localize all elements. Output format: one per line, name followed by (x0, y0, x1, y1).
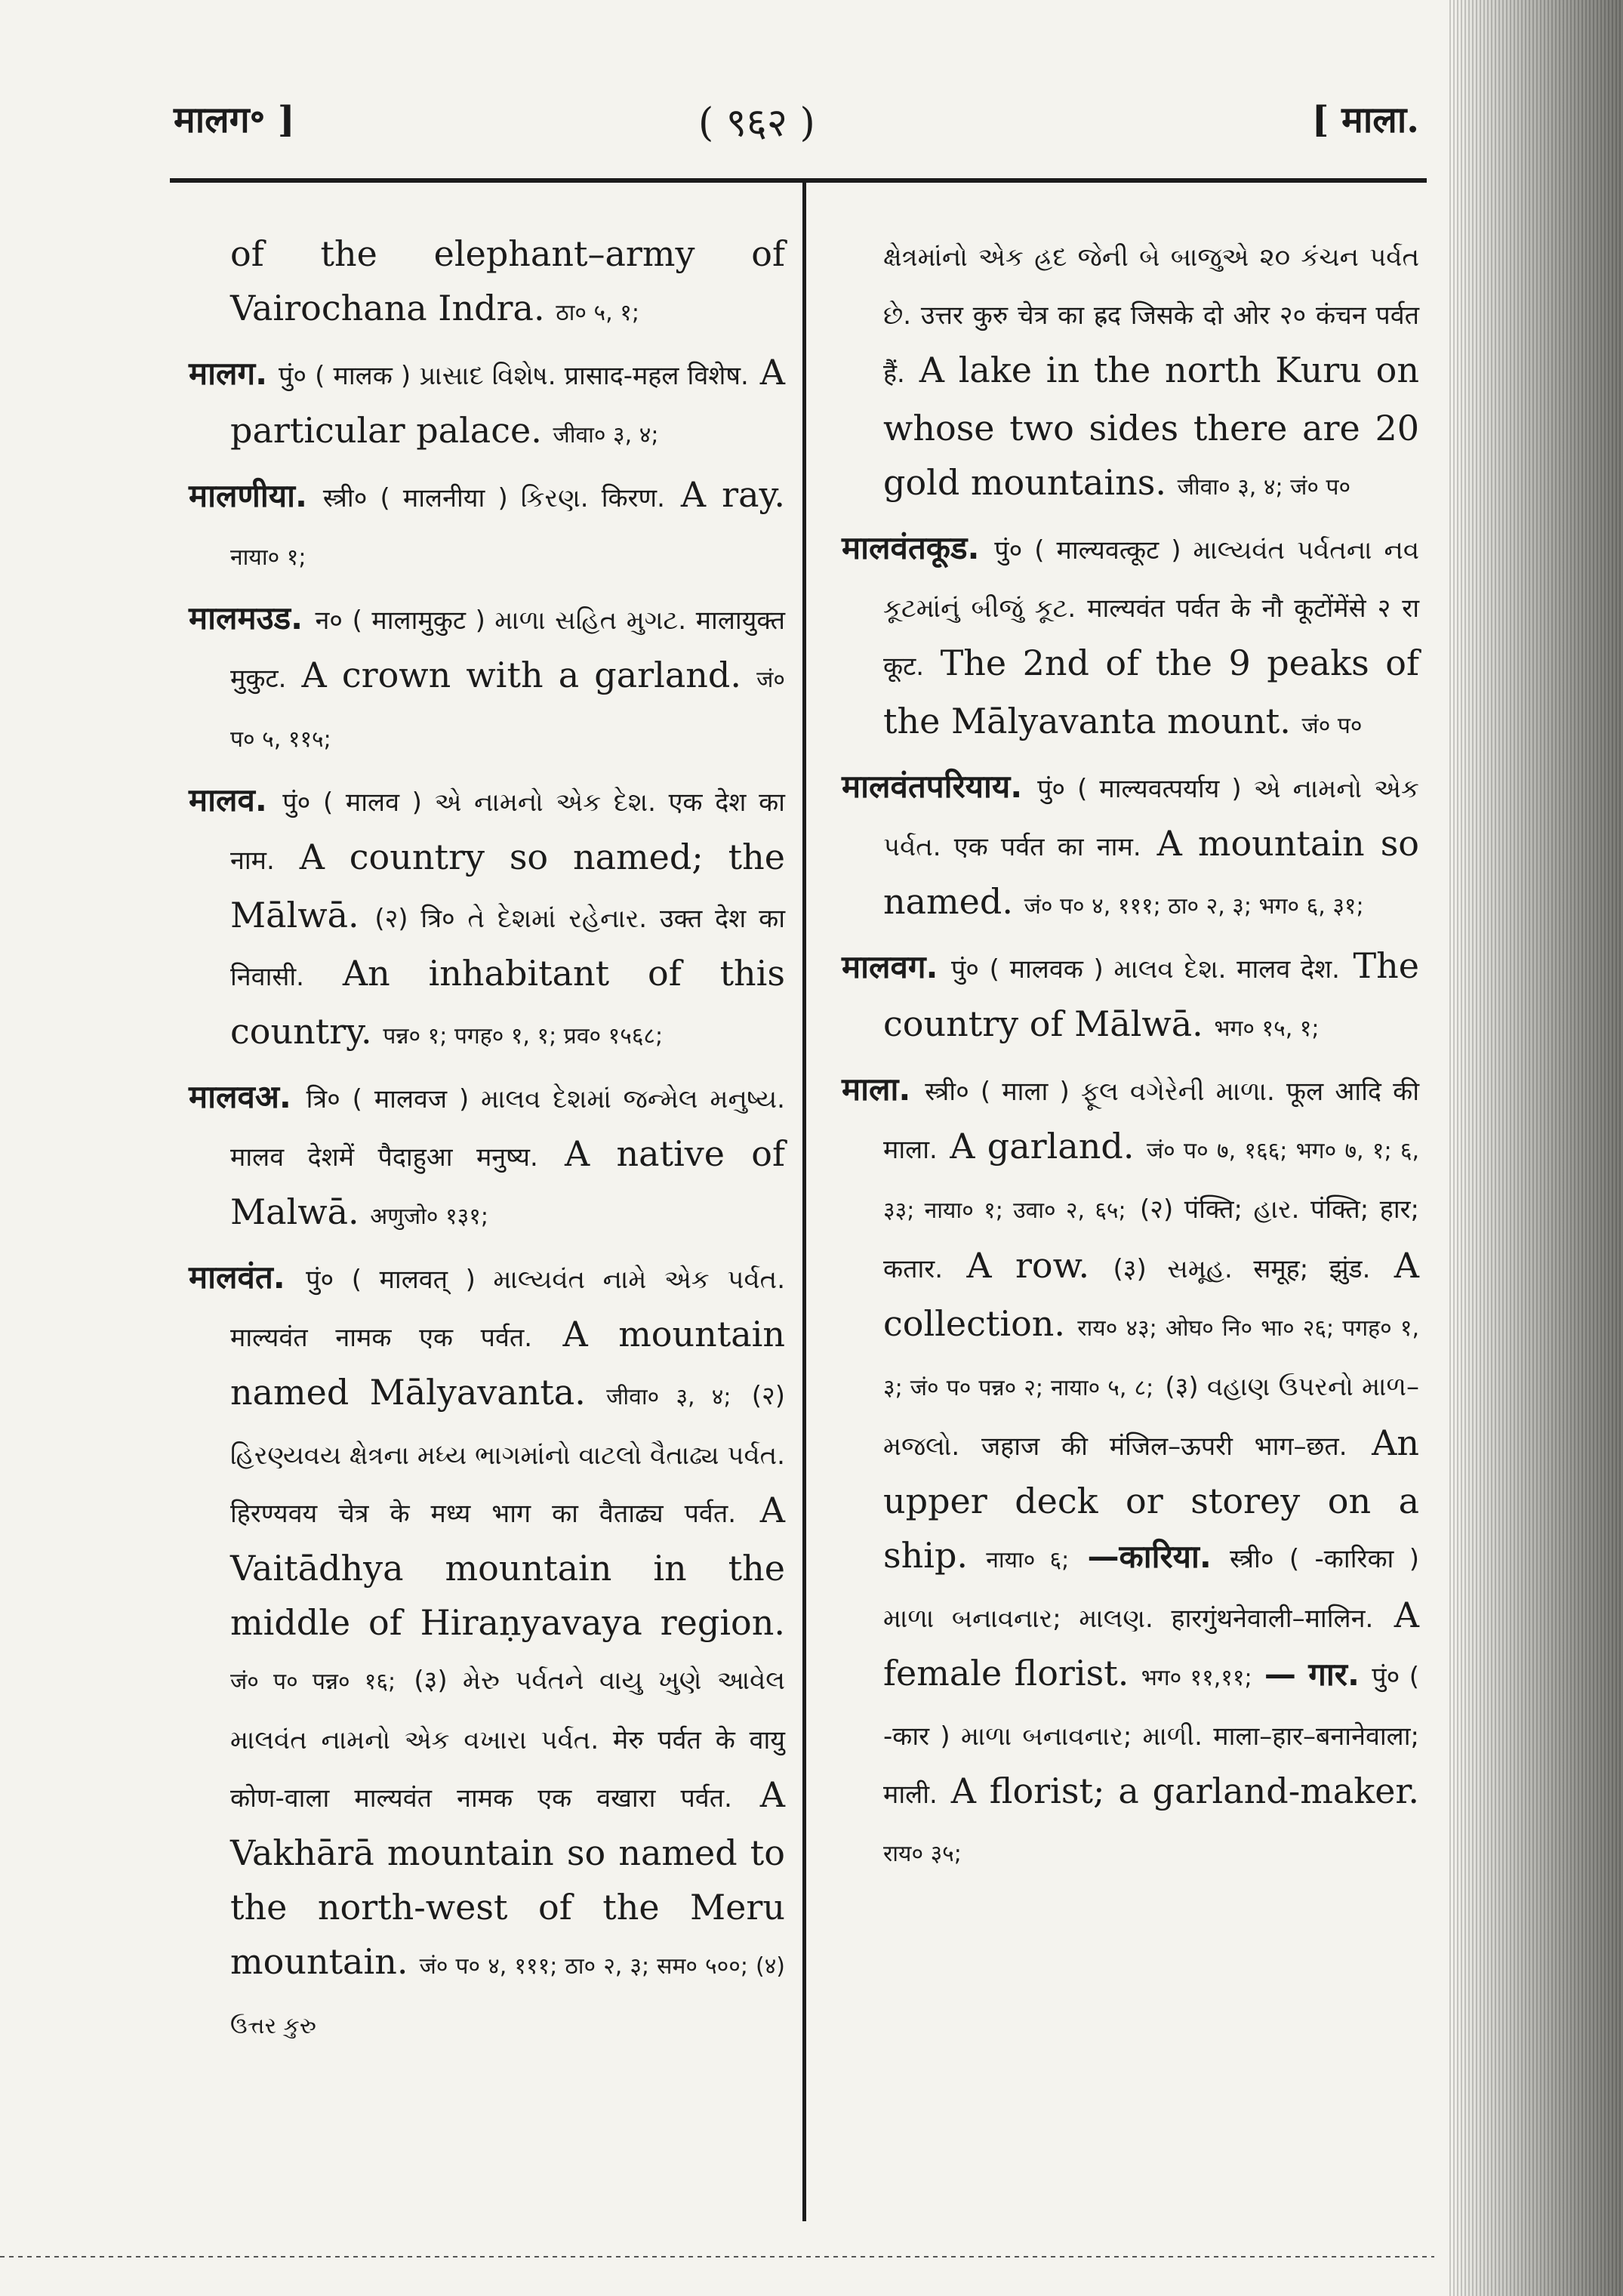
dictionary-entry: मालव. पुं० ( मालव ) એ નામનો એક દેશ. एक देश का नाम. A country so named; the Mālwā. (२) त्रि० તે દેશમાં રહેનાર. उक्त देश का निवासी. An inhabitant of this country. पन्न० १; पगह० १, १; प्रव० १५६८; (189, 781, 786, 1052)
dictionary-entry: मालणीया. स्त्री० ( मालनीया ) કિરણ. किरण. A ray. नाया० १; (189, 474, 786, 571)
right-column (842, 227, 1419, 1886)
headword: मालणीया. (189, 477, 307, 514)
headword: माला. (842, 1071, 911, 1108)
page-header (174, 94, 1419, 155)
dictionary-entry: of the elephant–army of Vairochana Indra. ठा० ५, १; (230, 233, 785, 328)
headword: मालव. (189, 781, 267, 818)
header-right-guideword: [ माला. (1311, 99, 1419, 141)
dictionary-entry: ક્ષેત્રમાંનો એક હ્રદ જેની બે બાજુએ ૨૦ કંચન પર્વત છે. उत्तर कुरु चेत्र का ह्रद जिसके दो ओर २० कंचन पर्वत हैं. A lake in the north Kuru on whose two sides there are 20 gold mountains. जीवा० ३, ४; जं० प० (883, 242, 1419, 503)
headword: मालग. (189, 355, 268, 392)
left-column (189, 227, 785, 2058)
headword: मालवअ. (189, 1078, 291, 1115)
dictionary-entry: मालमउड. न० ( मालामुकुट ) માળા સહિત મુગટ. मालायुक्त मुकुट. A crown with a garland. जं० प० ५, ११५; (189, 599, 786, 753)
dictionary-entry: माला. स्त्री० ( माला ) ફૂલ વગેરેની માળા. फूल आदि की माला. A garland. जं० प० ७, १६६; भग० ७, १; ६, ३३; नाया० १; उवा० २, ६५; (२) पंक्ति; હાર. पंक्ति; हार; कतार. A row. (३) સમૂહ. समूह; झुंड. A collection. राय० ४३; ओघ० नि० भा० २६; पगह० १, ३; जं० प० पन्न० २; नाया० ५, ८; (३) વહાણ ઉપરનો માળ–મજલો. जहाज की मंजिल–ऊपरी भाग–छत. An upper deck or storey on a ship. नाया० ६; —कारिया. स्त्री० ( -कारिका ) માળા બનાવનાર; માલણ. हारगुंथनेवाली–मालिन. A female florist. भग० ११,११; — गार. पुं० ( -कार ) માળા બનાવનાર; માળી. माला–हार–बनानेवाला; माली. A florist; a garland-maker. राय० ३५; (842, 1071, 1420, 1867)
column-divider (802, 183, 806, 2221)
headword: मालवंतपरियाय. (842, 768, 1023, 805)
dictionary-entry: मालवंतपरियाय. पुं० ( माल्यवत्पर्याय ) એ નામનો એક પર્વત. एक पर्वत का नाम. A mountain so named. जं० प० ४, १११; ठा० २, ३; भग० ६, ३१; (842, 768, 1419, 922)
header-rule (170, 178, 1427, 183)
headword: मालवंत. (189, 1259, 285, 1296)
sub-headword: —कारिया. (1087, 1538, 1212, 1575)
headword: मालमउड. (189, 599, 303, 636)
sub-headword: — गार. (1264, 1656, 1360, 1693)
bottom-rule (0, 2256, 1434, 2257)
headword: मालवंतकूड. (842, 529, 980, 566)
dictionary-entry: मालवअ. त्रि० ( मालवज ) માલવ દેશમાં જન્મેલ મનુષ્ય. मालव देशमें पैदाहुआ मनुष्य. A native of Malwā. अणुजो० १३१; (189, 1078, 785, 1232)
dictionary-entry: मालवंत. पुं० ( मालवत् ) માલ્યવંત નામે એક પર્વત. माल्यवंत नामक एक पर्वत. A mountain named Mālyavanta. जीवा० ३, ४; (२) હિરણ્યવય ક્ષેત્રના મધ્ય ભાગમાંનો વાટલો વૈતાઢ્ય પર્વત. हिरण्यवय चेत्र के मध्य भाग का वैताढ्य पर्वत. A Vaitādhya mountain in the middle of Hiraṇyavaya region. जं० प० पन्न० १६; (३) મેરુ પર્વતને વાયુ ખુણે આવેલ માલવંત નામનો એક વખારા પર્વત. मेरु पर्वत के वायु कोण-वाला माल्यवंत नामक एक वखारा पर्वत. A Vakhārā mountain so named to the north-west of the Meru mountain. जं० प० ४, १११; ठा० २, ३; सम० ५००; (४) ઉત્તર કુરુ (189, 1259, 786, 2039)
dictionary-entry: मालवंतकूड. पुं० ( माल्यवत्कूट ) માલ્યવંત પર્વતના નવ કૂટમાંનું બીજું કૂટ. माल्यवंत पर्वत के नौ कूटोंमेंसे २ रा कूट. The 2nd of the 9 peaks of the Mālyavanta mount. जं० प० (842, 529, 1420, 741)
dictionary-entry: मालवग. पुं० ( मालवक ) માલવ દેશ. मालव देश. The country of Mālwā. भग० १५, १; (842, 945, 1420, 1044)
dictionary-entry: मालग. पुं० ( मालक ) પ્રાસાદ વિશેષ. प्रासाद-महल विशेष. A particular palace. जीवा० ३, ४; (189, 352, 785, 451)
scan-edge (1449, 0, 1623, 2296)
headword: मालवग. (842, 948, 938, 985)
header-left-guideword: मालग॰ ] (174, 99, 295, 141)
page-number: ( ९६२ ) (698, 100, 815, 146)
